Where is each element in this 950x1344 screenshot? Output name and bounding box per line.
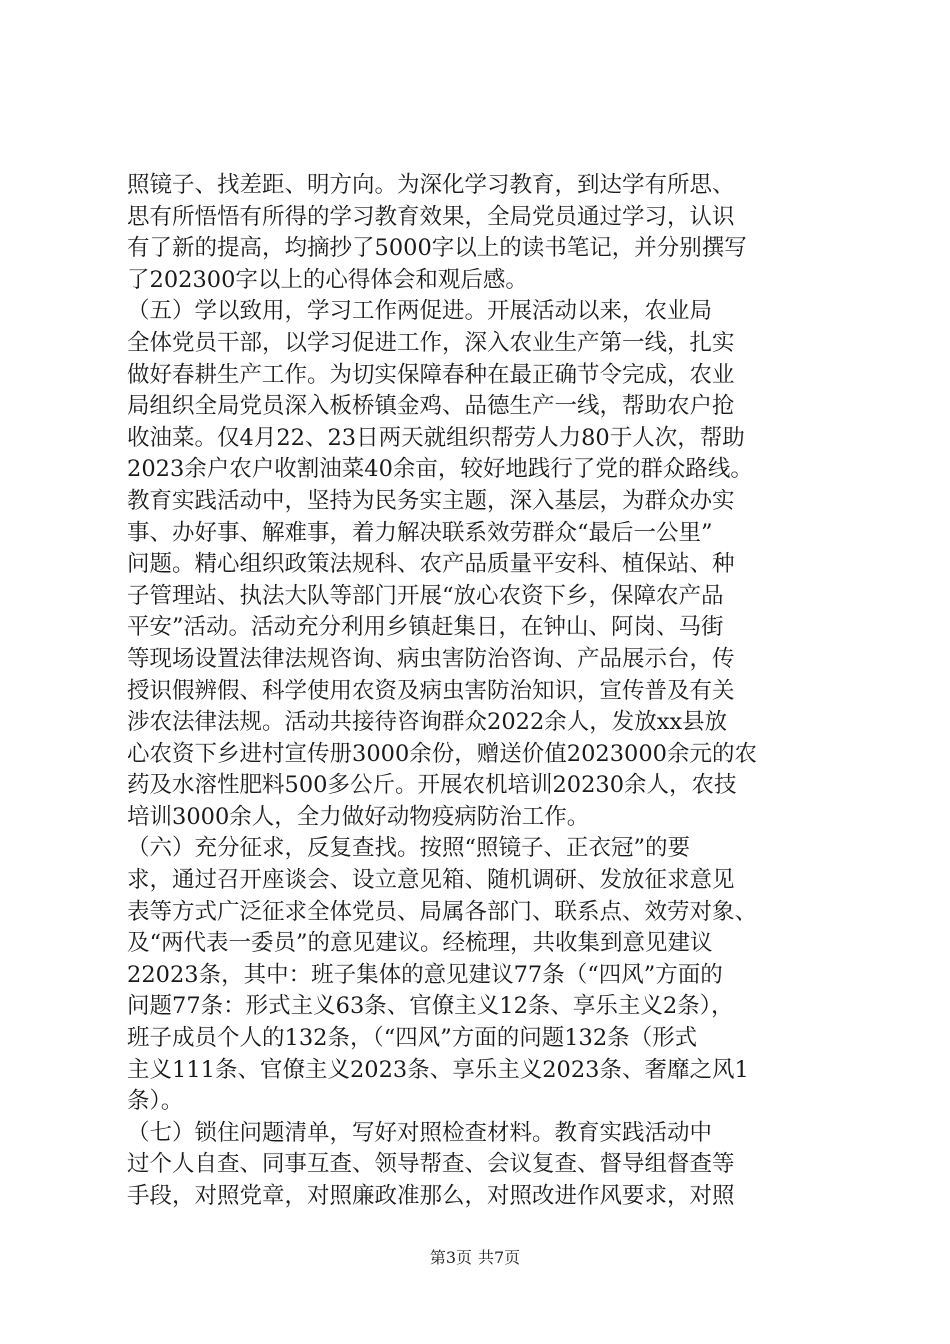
text-line: （五）学以致用，学习工作两促进。开展活动以来，农业局 xyxy=(127,298,713,325)
text-line: 全体党员干部，以学习促进工作，深入农业生产第一线，扎实 xyxy=(127,329,735,356)
text-line: （七）锁住问题清单，写好对照检查材料。教育实践活动中 xyxy=(127,1119,713,1146)
text-line: 了202300字以上的心得体会和观后感。 xyxy=(127,266,528,293)
text-line: 思有所悟悟有所得的学习教育效果，全局党员通过学习，认识 xyxy=(127,203,735,230)
text-line: 药及水溶性肥料500多公斤。开展农机培训20230余人，农技 xyxy=(127,772,737,799)
text-line: 22023条，其中：班子集体的意见建议77条（“四风”方面的 xyxy=(127,961,723,988)
text-line: 等现场设置法律法规咨询、病虫害防治咨询、产品展示台，传 xyxy=(127,645,735,672)
text-line: 班子成员个人的132条，（“四风”方面的问题132条（形式 xyxy=(127,1025,698,1052)
text-line: 求，通过召开座谈会、设立意见箱、随机调研、发放征求意见 xyxy=(127,867,735,894)
text-line: 问题。精心组织政策法规科、农产品质量平安科、植保站、种 xyxy=(127,551,735,578)
text-line: 授识假辨假、科学使用农资及病虫害防治知识，宣传普及有关 xyxy=(127,677,735,704)
text-line: 及“两代表一委员”的意见建议。经梳理，共收集到意见建议 xyxy=(127,930,713,957)
text-line: 主义111条、官僚主义2023条、享乐主义2023条、奢靡之风1 xyxy=(127,1056,749,1083)
page-number: 第3页 xyxy=(429,1248,472,1267)
page-total: 共7页 xyxy=(478,1248,521,1267)
text-line: 条）。 xyxy=(127,1088,184,1115)
body-text xyxy=(127,170,827,1213)
text-line: 涉农法律法规。活动共接待咨询群众2022余人，发放xx县放 xyxy=(127,709,728,736)
text-line: 培训3000余人，全力做好动物疫病防治工作。 xyxy=(127,803,590,830)
text-line: 手段，对照党章，对照廉政准那么，对照改进作风要求，对照 xyxy=(127,1183,735,1209)
text-line: 收油菜。仅4月22、23日两天就组织帮劳人力80于人次，帮助 xyxy=(127,424,745,451)
text-line: 教育实践活动中，坚持为民务实主题，深入基层，为群众办实 xyxy=(127,487,735,514)
text-line: 做好春耕生产工作。为切实保障春种在最正确节令完成，农业 xyxy=(127,361,735,388)
text-line: 表等方式广泛征求全体党员、局属各部门、联系点、效劳对象、 xyxy=(127,898,758,925)
text-line: 心农资下乡进村宣传册3000余份，赠送价值2023000余元的农 xyxy=(127,740,757,767)
text-line: 过个人自查、同事互查、领导帮查、会议复查、督导组督查等 xyxy=(127,1151,735,1178)
text-line: 2023余户农户收割油菜40余亩，较好地践行了党的群众路线。 xyxy=(127,456,753,483)
page-footer xyxy=(0,1245,950,1268)
text-line: 局组织全局党员深入板桥镇金鸡、品德生产一线，帮助农户抢 xyxy=(127,393,735,420)
text-line: （六）充分征求，反复查找。按照“照镜子、正衣冠”的要 xyxy=(127,835,691,862)
text-line: 平安”活动。活动充分利用乡镇赶集日，在钟山、阿岗、马街 xyxy=(127,614,724,641)
text-line: 事、办好事、解难事，着力解决联系效劳群众“最后一公里” xyxy=(127,519,713,546)
text-line: 问题77条：形式主义63条、官僚主义12条、享乐主义2条）， xyxy=(127,993,734,1020)
text-line: 照镜子、找差距、明方向。为深化学习教育，到达学有所思、 xyxy=(127,172,735,198)
text-line: 有了新的提高，均摘抄了5000字以上的读书笔记，并分别撰写 xyxy=(127,235,747,262)
text-line: 子管理站、执法大队等部门开展“放心农资下乡，保障农产品 xyxy=(127,582,724,609)
